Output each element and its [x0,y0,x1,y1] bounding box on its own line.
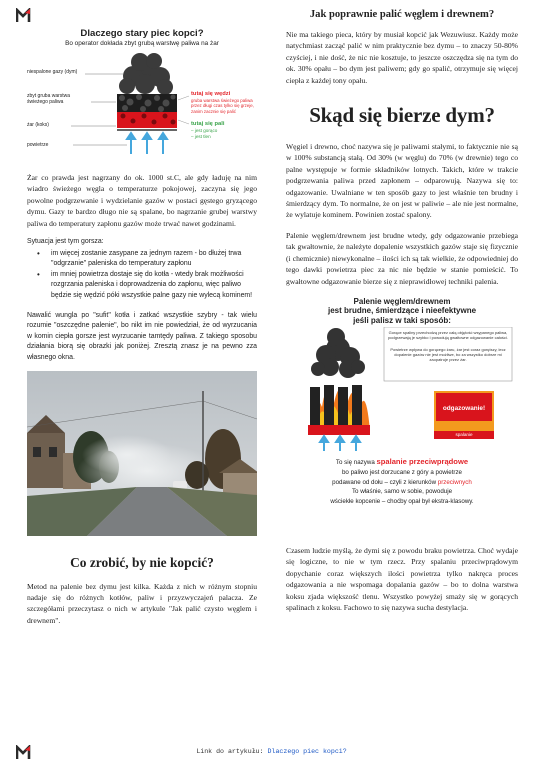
diagram-title: Dlaczego stary piec kopci? [80,28,204,39]
logo-icon [16,8,31,23]
paragraph-methods: Metod na palenie bez dymu jest kilka. Każda z nich w różnym stopniu nadaje się do różnych kotłów, paliw i przyzwyczajeń palacza. Ze szczegółami przeczytasz o nich w artykule "Jak palić czysto węglem i drewnem". [27,581,257,625]
caption [286,457,518,507]
caption-line2: bo paliwo jest dorzucane z góry a powietrze [341,468,463,476]
callout-burn-title: tutaj się pali [191,121,225,127]
footer-prefix: Link do artykułu: [196,748,268,755]
callout-burn-desc1: – jest gorąco [191,128,218,133]
callout-box-text1: Gorące spaliny przechodzą przez całą objętość wsypanego paliwa, podgrzewają je szybko i powodują gwałtowne odgazowanie całości. [388,329,508,340]
paragraph-stuffing: Nawalić wungla po "sufit" kotła i zatkać wszystkie szybry - tak wielu rozumie "oszczędne palenie", bo nikt im nie powiedział, że od wyrzucania w komin ciepła gorsze jest wyrzucanie tamtędy paliwa. Z takiego sposobu działania biorą się obrazki jak poniżej. Zresztą znasz je na pewno zza własnego okna. [27,311,257,361]
diagram2-title-line3: jeśli palisz w taki sposób: [353,315,451,325]
label-ember: żar (koks) [27,122,49,128]
label-thick-layer: zbyt gruba warstwa świeżego paliwa [27,93,71,105]
callout-hot-desc: gruba warstwa świeżego paliwa przez długi czas tylko się grzeje, zanim zacznie się palić [191,98,254,114]
smoky-street-photo [27,371,257,536]
paragraph-dirty-burning: Palenie węglem/drewnem jest brudne wtedy, gdy odgazowanie przebiega tak gwałtownie, że należyte dopalenie wszystkich gazów staje się fizycznie (i chemicznie) niewykonalne – ilości ich są tak wielkie, że odpowiedniej do tego dawki powietrza piec za nic nie będzie w stanie pomieścić. To gwałtowne odgazowanie bierze się z nieprawidłowej techniki palenia. [286,230,518,286]
heading-how-not-smoke: Co zrobić, by nie kopcić? [70,554,214,570]
paragraph-volatiles: Węgiel i drewno, choć nazywa się je paliwami stałymi, to faktycznie nie są w 100% substancją stałą. Od 30% (w węglu) do 70% (w drewnie) tego co palne występuje w formie składników lotnych. Takich, które w trakcie podgrzewania paliwa przed zapłonem – odparowują. Nazywa się to: odgazowanie. Uwalniane w ten sposób gazy to jest właśnie ten brudny i śmierdzący dym. To normalne, że on jest w paliwie – ale nie jest normalne, że wylatuje kominem. Powinien zostać spalony. [286,142,518,220]
label-burning: spalanie [455,431,473,437]
caption-line3 [286,478,518,488]
right-column [286,8,518,613]
situation-heading: Sytuacja jest tym gorsza: [27,238,104,246]
caption-text: podawane od dołu – czyli z kierunków [332,478,438,486]
left-column [27,28,257,626]
paragraph-ember: Żar co prawda jest nagrzany do ok. 1000 st.C, ale gdy ładuję na nim wiadro świeżego węgla o temperaturze pokojowej, zaczyna się jego powolne podgrzewanie i wydzielanie gazów w postaci gęstego gryzącego dymu. Gazy te bardzo długo nie są spalane, bo nagrzanie grubej warstwy paliwa do temperatury zapłonu gazów może trwać nawet godzinami. [27,173,257,228]
caption-text: To się nazywa [335,458,377,466]
footer [0,748,543,755]
caption-line1 [286,457,518,468]
paragraph-air-myth: Czasem ludzie myślą, że dymi się z powodu braku powietrza. Choć wydaje się logiczne, to nie w tym rzecz. Przy spalaniu przeciwprądowym dopychanie coraz większych ilości powietrza tylko nakręca proces odgazowania a nie wspomaga dopalania gazów – bo to dolna warstwa koksu zjada większość tlenu. Wszystko powyżej smaży się w gorących spalinach z koksu. Fachowo to się nazywa sucha destylacja. [286,545,518,612]
caption-highlight: spalanie przeciwprądowe [376,456,469,466]
old-stove-diagram [27,28,257,164]
label-degassing: odgazowanie! [442,404,486,412]
list-item: • im więcej zostanie zasypane za jednym razem - bo dłużej trwa "odgrzanie" paleniska do temperatury zapłonu [51,249,257,270]
caption-line4: To właśnie, samo w sobie, powoduje [351,488,453,496]
worse-list [51,249,257,302]
counterflow-diagram [286,297,518,531]
heading-proper-burning: Jak poprawnie palić węglem i drewnem? [309,9,495,20]
callout-burn-desc2: – jest tlen [191,134,211,139]
callout-box-text2: Powietrze wpływa do gorącego żaru, żar jest coraz gorętszy, lecz dopalenie gazów nie jest możliwe, bo za wszystko dobrze mi zaopatruje przez żar. [390,346,506,362]
heading-where-smoke: Skąd się bierze dym? [309,103,495,128]
list-item: • im mniej powietrza dostaje się do kotła - wtedy brak możliwości rozgrzania paleniska i doprowadzenia do zapłonu, więc paliwo będzie się wędzić póki wszystkie palne gazy nie wylecą kominem! [51,270,257,302]
article-link[interactable]: Dlaczego piec kopci? [267,748,347,755]
callout-hot-title: tutaj się wędzi [191,91,231,97]
diagram2-title-line2: jest brudne, śmierdzące i nieefektywne [327,306,477,316]
caption-highlight: przeciwnych [437,478,472,486]
diagram-subtitle: Bo operator dokłada zbyt grubą warstwę paliwa na żar [65,40,219,47]
caption-line5: wściekłe kopcenie – choćby opał był ekstra-klasowy. [330,498,474,506]
diagram2-title-line1: Palenie węglem/drewnem [353,296,451,306]
label-gases: niespalone gazy (dym) [27,69,78,75]
paragraph-no-stove: Nie ma takiego pieca, który by musiał kopcić jak Wezuwiusz. Każdy może natychmiast zacząć palić w nim praktycznie bez dymu – to znaczy 50-80% czyściej, i nie dość, że nic nie kosztuje, to jeszcze oszczędza się na tym do ok. 30% opału – bo dym jest paliwem; gdy go spalić, otrzymuje się więcej ciepła z każdej tony opału. [286,30,518,85]
label-air: powietrze [27,142,49,148]
